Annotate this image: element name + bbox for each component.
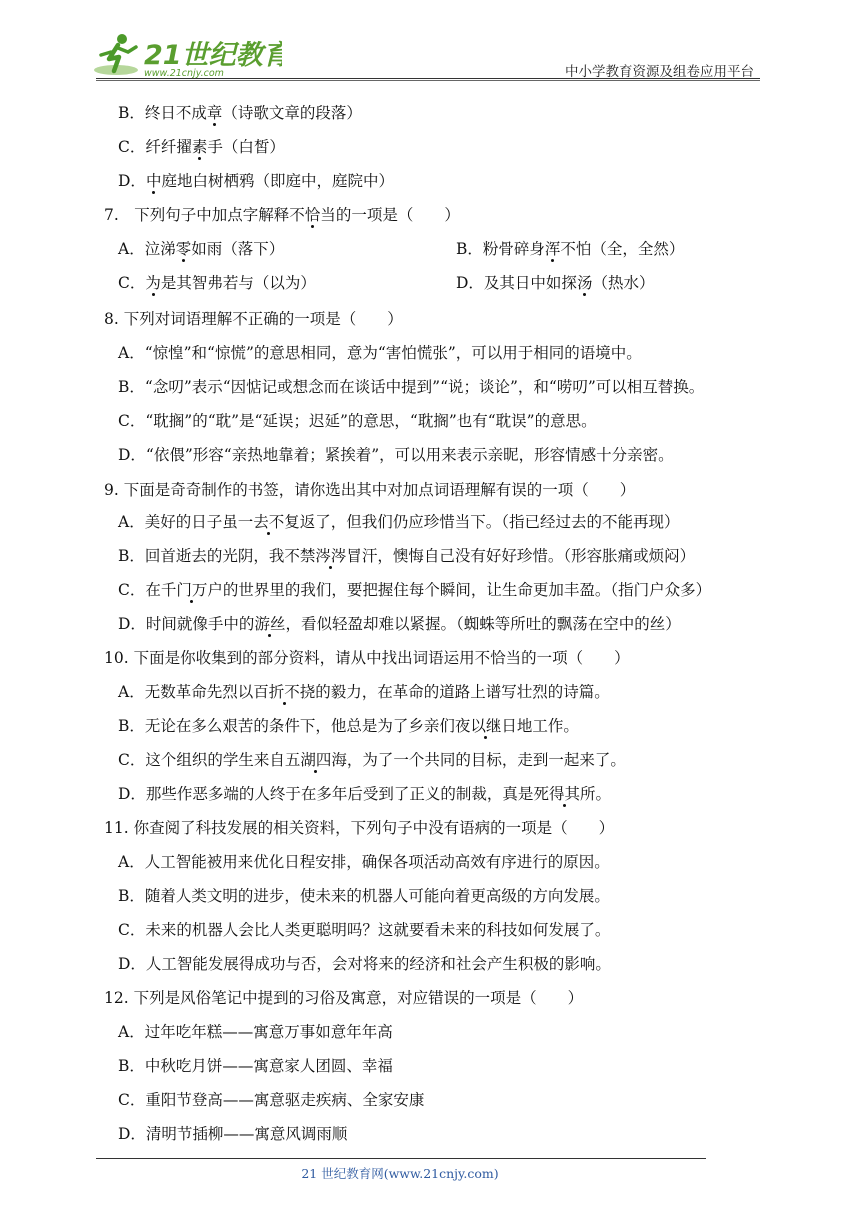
line-text: B．无论在多么艰苦的条件下，他总是为了乡亲们 bbox=[118, 717, 455, 735]
line-text: A．无数革命先烈以 bbox=[118, 683, 254, 701]
line-text: D．及其日中如探 bbox=[456, 274, 577, 292]
answer-option bbox=[118, 343, 642, 363]
line-text: 12. 下列是风俗笔记中提到的习俗及寓意，对应错误的一项是（ ） bbox=[104, 989, 584, 1007]
emphasis-dotted-text: 百折不挠 bbox=[253, 683, 316, 701]
line-text: B．回首逝去的光阴，我不禁 bbox=[118, 547, 316, 565]
footer-rule bbox=[96, 1158, 706, 1159]
line-text: A．人工智能被用来优化日程安排，确保各项活动高效有序进行的原因。 bbox=[118, 853, 610, 871]
line-text: C．纤纤擢 bbox=[118, 138, 192, 156]
emphasis-dotted-text: 为 bbox=[145, 274, 161, 292]
emphasis-dotted-text: 五湖四海 bbox=[284, 751, 347, 769]
answer-option bbox=[118, 614, 681, 634]
emphasis-dotted-text: 素 bbox=[191, 138, 208, 156]
line-text: D． bbox=[118, 172, 146, 190]
line-text: 地工作。 bbox=[516, 717, 579, 735]
line-text: （诗歌文章的段落） bbox=[222, 104, 362, 122]
answer-option bbox=[118, 137, 285, 157]
footer-text: 21 世纪教育网(www.21cnjy.com) bbox=[301, 1166, 499, 1181]
answer-option bbox=[118, 103, 362, 123]
answer-option bbox=[118, 171, 394, 191]
line-text: 11. 你查阅了科技发展的相关资料，下列句子中没有语病的一项是（ ） bbox=[104, 819, 615, 837]
emphasis-dotted-text: 千门万户 bbox=[160, 581, 223, 599]
logo-text: 21世纪教育 bbox=[144, 40, 282, 71]
answer-option bbox=[118, 377, 704, 397]
line-text: 冒汗，懊悔自己没有好好珍惜。（形容胀痛或烦闷） bbox=[346, 547, 696, 565]
emphasis-dotted-text: 汤 bbox=[576, 274, 593, 292]
question-stem bbox=[104, 205, 460, 225]
line-text: B．终日不成 bbox=[118, 104, 207, 122]
answer-option bbox=[118, 954, 611, 974]
emphasis-dotted-text: 死得其所 bbox=[533, 785, 596, 803]
line-text: 庭地白树栖鸦（即庭中，庭院中） bbox=[161, 172, 394, 190]
site-name: 中小学教育资源及组卷应用平台 bbox=[565, 64, 754, 80]
question-stem bbox=[104, 988, 583, 1008]
question-stem bbox=[104, 309, 403, 329]
logo-url-text: www.21cnjy.com bbox=[144, 68, 224, 79]
answer-option bbox=[118, 750, 626, 770]
answer-option bbox=[118, 239, 284, 259]
line-text: 的世界里的我们，要把握住每个瞬间，让生命更加丰盈。（指门户众多） bbox=[222, 581, 712, 599]
emphasis-dotted-text: 零 bbox=[175, 240, 192, 258]
line-text: D．清明节插柳——寓意风调雨顺 bbox=[118, 1125, 348, 1143]
answer-option bbox=[118, 445, 674, 465]
answer-option bbox=[118, 1056, 393, 1076]
line-text: B．随着人类文明的进步，使未来的机器人可能向着更高级的方向发展。 bbox=[118, 887, 610, 905]
line-text: 是其智弗若与（以为） bbox=[160, 274, 316, 292]
answer-option bbox=[118, 411, 597, 431]
emphasis-dotted-text: 中 bbox=[145, 172, 162, 190]
line-text: D．那些作恶多端的人终于在多年后受到了正义的制裁，真是 bbox=[118, 785, 534, 803]
emphasis-dotted-text: 游丝 bbox=[254, 615, 286, 633]
header-rule bbox=[96, 78, 760, 79]
emphasis-dotted-text: 浑 bbox=[544, 240, 561, 258]
line-text: D．时间就像手中的 bbox=[118, 615, 255, 633]
answer-option bbox=[118, 1090, 424, 1110]
line-text: ，看似轻盈却难以紧握。（蜘蛛等所吐的飘荡在空中的丝） bbox=[285, 615, 681, 633]
answer-option bbox=[456, 273, 654, 293]
answer-option bbox=[118, 784, 611, 804]
answer-option bbox=[118, 682, 610, 702]
line-text: 7. 下列句子中加点字解释 bbox=[104, 206, 290, 224]
answer-option bbox=[118, 1022, 393, 1042]
line-text: D．人工智能发展得成功与否，会对将来的经济和社会产生积极的影响。 bbox=[118, 955, 611, 973]
answer-option bbox=[118, 512, 679, 532]
answer-option bbox=[456, 239, 684, 259]
line-text: C．“耽搁”的“耽”是“延误；迟延”的意思，“耽搁”也有“耽误”的意思。 bbox=[118, 412, 597, 430]
line-text: ，为了一个共同的目标，走到一起来了。 bbox=[346, 751, 626, 769]
answer-option bbox=[118, 886, 610, 906]
line-text: B．中秋吃月饼——寓意家人团圆、幸福 bbox=[118, 1057, 393, 1075]
header-rule-thin bbox=[96, 80, 760, 81]
question-stem bbox=[104, 648, 630, 668]
emphasis-dotted-text: 夜以继日 bbox=[454, 717, 517, 735]
emphasis-dotted-text: 涔涔 bbox=[315, 547, 347, 565]
line-text: 如雨（落下） bbox=[191, 240, 285, 258]
line-text: 10. 下面是你收集到的部分资料，请从中找出词语运用不恰当的一项（ ） bbox=[104, 649, 630, 667]
line-text: B．“念叨”表示“因惦记或想念而在谈话中提到”“说；谈论”，和“唠叨”可以相互替换。 bbox=[118, 378, 705, 396]
line-text: 手（白皙） bbox=[207, 138, 285, 156]
answer-option bbox=[118, 920, 610, 940]
line-text: C．未来的机器人会比人类更聪明吗？这就要看未来的科技如何发展了。 bbox=[118, 921, 611, 939]
line-text: C．重阳节登高——寓意驱走疾病、全家安康 bbox=[118, 1091, 425, 1109]
line-text: 8. 下列对词语理解不正确的一项是（ ） bbox=[104, 310, 403, 328]
emphasis-dotted-text: 不恰当 bbox=[289, 206, 336, 224]
line-text: （热水） bbox=[592, 274, 655, 292]
answer-option bbox=[118, 852, 610, 872]
line-text: A．“惊惶”和“惊慌”的意思相同，意为“害怕慌张”，可以用于相同的语境中。 bbox=[118, 344, 642, 362]
line-text: A．美好的日子虽 bbox=[118, 513, 238, 531]
line-text: A．过年吃年糕——寓意万事如意年年高 bbox=[118, 1023, 393, 1041]
line-text: C．在 bbox=[118, 581, 161, 599]
answer-option bbox=[118, 580, 711, 600]
line-text: 返了，但我们仍应珍惜当下。（指已经过去的不能再现） bbox=[299, 513, 680, 531]
line-text: D．“依偎”形容“亲热地靠着；紧挨着”，可以用来表示亲昵，形容情感十分亲密。 bbox=[118, 446, 674, 464]
emphasis-dotted-text: 章 bbox=[206, 104, 223, 122]
line-text: C． bbox=[118, 274, 146, 292]
answer-option bbox=[118, 546, 695, 566]
line-text: B．粉骨碎身 bbox=[456, 240, 545, 258]
line-text: 的毅力，在革命的道路上谱写壮烈的诗篇。 bbox=[315, 683, 610, 701]
line-text: 9. 下面是奇奇制作的书签，请你选出其中对加点词语理解有误的一项（ ） bbox=[104, 481, 636, 499]
answer-option bbox=[118, 273, 316, 293]
line-text: 不怕（全，全然） bbox=[560, 240, 685, 258]
emphasis-dotted-text: 一去不复 bbox=[237, 513, 300, 531]
question-stem bbox=[104, 480, 635, 500]
line-text: 的一项是（ ） bbox=[335, 206, 460, 224]
logo bbox=[92, 30, 282, 82]
line-text: C．这个组织的学生来自 bbox=[118, 751, 285, 769]
question-stem bbox=[104, 818, 614, 838]
line-text: 。 bbox=[595, 785, 611, 803]
answer-option bbox=[118, 716, 579, 736]
line-text: A．泣涕 bbox=[118, 240, 176, 258]
answer-option bbox=[118, 1124, 347, 1144]
